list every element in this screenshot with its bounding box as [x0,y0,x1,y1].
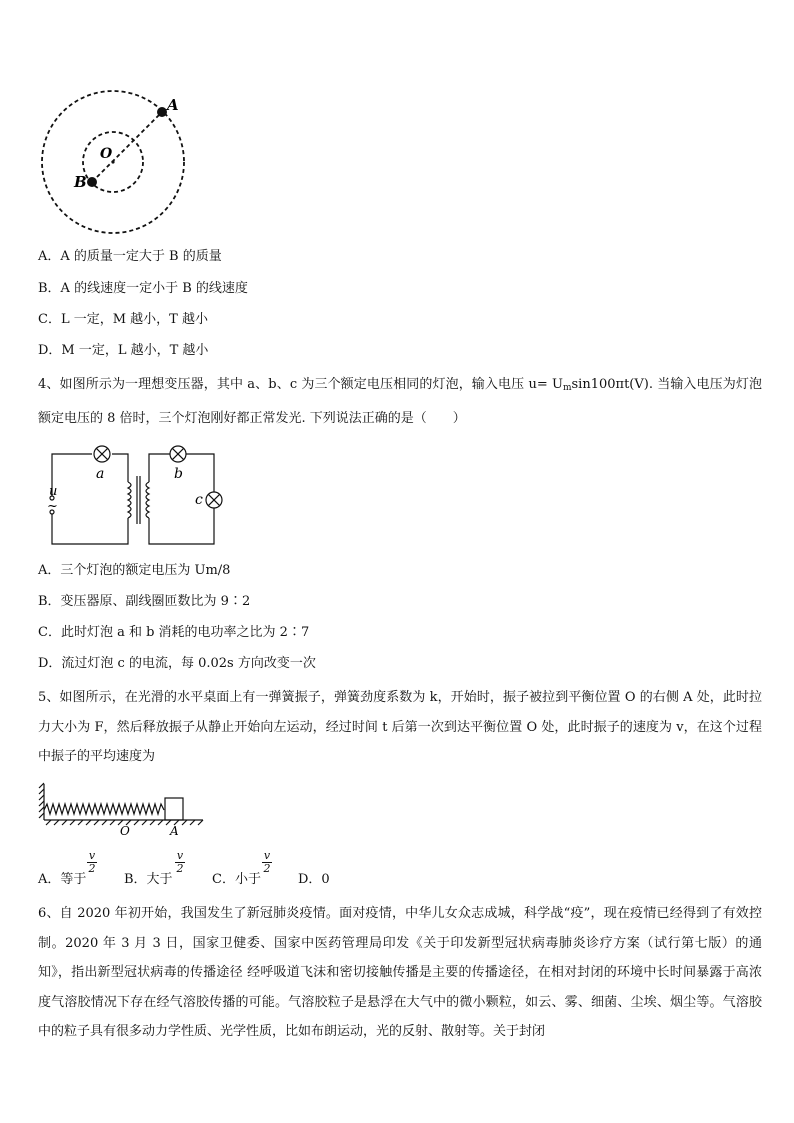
q4-option-b: B．变压器原、副线圈匝数比为 9∶2 [38,594,251,609]
secondary-coil [146,482,149,518]
oscillator-block [165,798,183,820]
binary-star-figure [30,82,200,242]
primary-wire [52,454,128,544]
q5-option-b-fraction: v 2 [176,849,184,875]
label-b: B [74,173,87,191]
label-o: O [100,146,113,162]
spring [44,804,164,814]
q6-stem: 6、自 2020 年初开始，我国发生了新冠肺炎疫情。面对疫情，中华儿女众志成城，科学战“疫”，现在疫情已经得到了有效控制。2020 年 3 月 3 日，国家卫健委、国家中医药管理局印发《关于印发新型冠状病毒肺炎诊疗方案（试行第七版）的通知》，指出新型冠状病毒的传播途径 经呼吸道飞沫和密切接触传播是主要的传播途径，在相对封闭的环境中长时间暴露于高浓度气溶胶情况下存在经气溶胶传播的可能。气溶胶粒子是悬浮在大气中的微小颗粒，如云、雾、细菌、尘埃、烟尘等。气溶胶中的粒子具有很多动力学性质、光学性质，比如布朗运动，光的反射、散射等。关于封闭 [38,906,762,1039]
primary-coil [128,482,131,518]
label-a: A [170,824,179,836]
q5-option-a: A．等于 [38,872,87,887]
q3-option-b: B．A 的线速度一定小于 B 的线速度 [38,281,248,296]
spring-oscillator-figure [38,778,208,836]
label-u: u [49,484,58,499]
label-lamp-a: a [96,466,105,482]
star-b [87,177,97,187]
q5-option-c: C．小于 [212,872,261,887]
q5-option-a-fraction: v 2 [88,849,96,875]
q5-option-c-fraction: v 2 [263,849,271,875]
q4-option-d: D．流过灯泡 c 的电流，每 0.02s 方向改变一次 [38,656,316,671]
q5-option-b: B．大于 [124,872,173,887]
transformer-circuit-figure [40,440,230,555]
wall-hatch [39,783,44,818]
label-lamp-c: c [195,492,203,508]
star-a [157,107,167,117]
q4-option-a: A．三个灯泡的额定电压为 Um/8 [38,563,231,578]
label-o: O [120,824,130,836]
label-a: A [167,96,179,114]
q3-option-c: C．L 一定，M 越小，T 越小 [38,312,208,327]
q4-stem: 4、如图所示为一理想变压器，其中 a、b、c 为三个额定电压相同的灯泡，输入电压 $u= U_m\sin 100\pi t(V)$. 当输入电压为灯泡额定电压的 8 倍时，三个灯泡刚好都正常发光. 下列说法正确的是（ ） [38,377,762,426]
label-lamp-b: b [174,466,183,482]
label-ac-symbol: ~ [47,499,58,514]
q5-stem: 5、如图所示，在光滑的水平桌面上有一弹簧振子，弹簧劲度系数为 k，开始时，振子被拉到平衡位置 O 的右侧 A 处，此时拉力大小为 F，然后释放振子从静止开始向左运动，经过时间 t 后第一次到达平衡位置 O 处，此时振子的速度为 v，在这个过程中振子的平均速度为 [38,690,762,764]
q3-option-a: A．A 的质量一定大于 B 的质量 [38,249,222,264]
q4-option-c: C．此时灯泡 a 和 b 消耗的电功率之比为 2∶7 [38,625,310,640]
q5-option-d: D．0 [298,872,330,887]
q3-option-d: D．M 一定，L 越小，T 越小 [38,343,209,358]
